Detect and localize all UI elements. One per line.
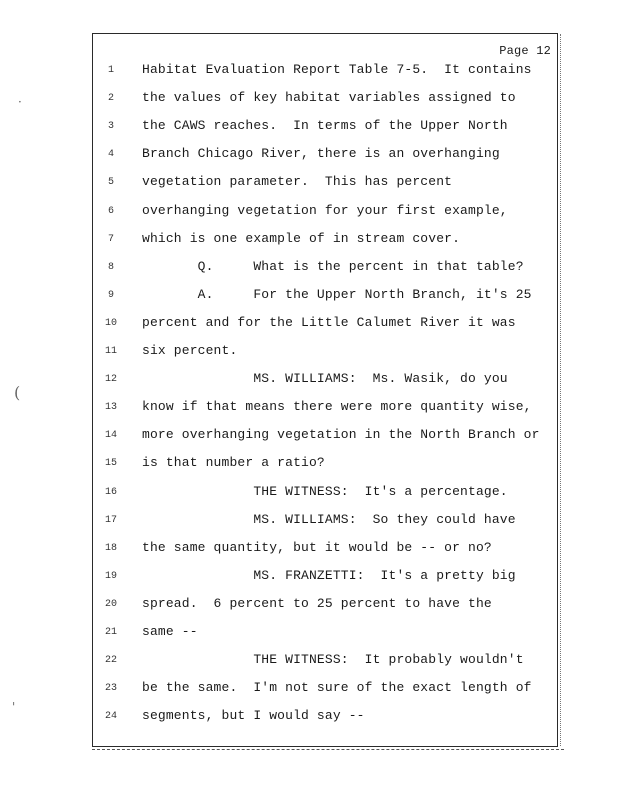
- scan-speck-mark: ·: [18, 95, 22, 109]
- line-number: 9: [107, 289, 114, 301]
- line-text: Habitat Evaluation Report Table 7-5. It contains: [142, 62, 532, 77]
- line-text: is that number a ratio?: [142, 455, 325, 471]
- transcript-line: [93, 371, 557, 399]
- line-text: be the same. I'm not sure of the exact length of: [142, 680, 532, 696]
- line-text: THE WITNESS: It's a percentage.: [142, 483, 508, 499]
- transcript-line: [93, 203, 557, 231]
- line-text: the values of key habitat variables assigned to: [142, 90, 516, 106]
- transcript-line: [93, 455, 557, 483]
- line-text: MS. WILLIAMS: So they could have: [142, 511, 516, 527]
- line-text: spread. 6 percent to 25 percent to have the: [142, 595, 492, 611]
- scan-speck-mark-bottom: ': [12, 700, 16, 714]
- transcript-line: [93, 259, 557, 287]
- transcript-line: [93, 568, 557, 596]
- transcript-line: [93, 540, 557, 568]
- line-text: segments, but I would say --: [142, 708, 365, 724]
- transcript-line: [93, 399, 557, 427]
- line-text: overhanging vegetation for your first example,: [142, 202, 508, 218]
- transcript-page: [92, 33, 558, 747]
- line-text: THE WITNESS: It probably wouldn't: [142, 652, 524, 668]
- line-number: 10: [104, 317, 117, 329]
- line-number: 22: [104, 655, 117, 667]
- line-text: vegetation parameter. This has percent: [142, 174, 453, 190]
- transcript-line: [93, 90, 557, 118]
- line-text: the same quantity, but it would be -- or no?: [142, 539, 492, 555]
- transcript-line: [93, 62, 557, 90]
- line-text: know if that means there were more quantity wise,: [142, 399, 532, 415]
- transcript-line: [93, 512, 557, 540]
- line-text: percent and for the Little Calumet River it was: [142, 314, 516, 330]
- line-text: the CAWS reaches. In terms of the Upper North: [142, 118, 508, 134]
- line-number: 1: [107, 65, 114, 76]
- line-number: 11: [104, 346, 117, 357]
- line-number: 21: [104, 627, 117, 638]
- line-text: more overhanging vegetation in the North Branch or: [142, 427, 540, 443]
- line-number: 17: [104, 514, 117, 526]
- line-number: 23: [104, 683, 117, 695]
- transcript-line: [93, 427, 557, 455]
- transcript-line: [93, 287, 557, 315]
- transcript-line: [93, 624, 557, 652]
- page-number: Page 12: [499, 44, 551, 58]
- line-text: which is one example of in stream cover.: [142, 230, 461, 246]
- line-number: 14: [104, 430, 117, 442]
- line-number: 15: [104, 458, 117, 470]
- line-number: 19: [104, 570, 117, 582]
- line-number: 5: [107, 177, 114, 189]
- page-bottom-rule: [92, 749, 564, 750]
- line-number: 7: [107, 233, 114, 245]
- transcript-line: [93, 343, 557, 371]
- transcript-line: [93, 708, 557, 736]
- line-text: MS. WILLIAMS: Ms. Wasik, do you: [142, 371, 508, 387]
- line-number: 8: [107, 261, 114, 273]
- line-text: six percent.: [142, 343, 238, 358]
- transcript-line: [93, 484, 557, 512]
- line-text: Branch Chicago River, there is an overhanging: [142, 146, 500, 162]
- transcript-line: [93, 118, 557, 146]
- line-number: 13: [104, 402, 117, 414]
- line-text: A. For the Upper North Branch, it's 25: [142, 286, 532, 302]
- line-number: 16: [104, 486, 117, 498]
- line-number: 24: [104, 711, 117, 723]
- line-number: 12: [104, 374, 117, 386]
- scan-hole-punch-mark: (: [14, 383, 21, 402]
- line-number: 18: [104, 542, 117, 554]
- line-number: 6: [107, 205, 114, 217]
- transcript-line: [93, 315, 557, 343]
- line-number: 3: [107, 121, 114, 133]
- transcript-line: [93, 146, 557, 174]
- transcript-line: [93, 231, 557, 259]
- line-text: MS. FRANZETTI: It's a pretty big: [142, 567, 516, 583]
- line-number: 4: [107, 149, 114, 161]
- line-text: Q. What is the percent in that table?: [142, 258, 524, 274]
- transcript-line: [93, 596, 557, 624]
- line-number: 2: [107, 93, 114, 105]
- transcript-line: [93, 174, 557, 202]
- transcript-line: [93, 652, 557, 680]
- line-text: same --: [142, 624, 198, 639]
- line-number: 20: [104, 598, 117, 610]
- transcript-line: [93, 680, 557, 708]
